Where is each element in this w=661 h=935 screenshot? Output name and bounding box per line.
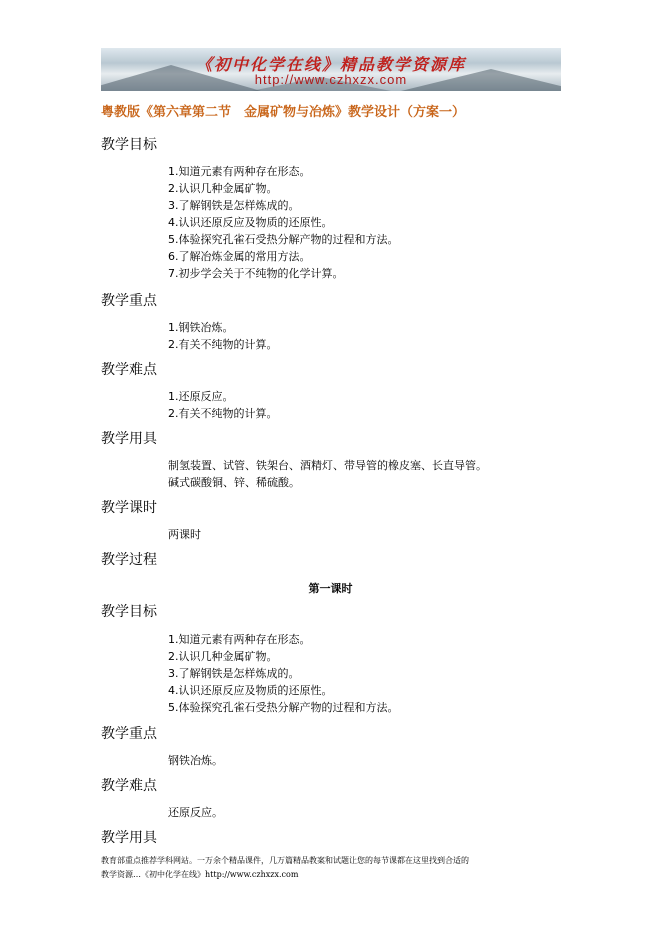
banner-title: 《初中化学在线》精品教学资源库 [195, 55, 466, 74]
footer-line: 教育部重点推荐学科网站。一万余个精品课件，几万篇精品教案和试题让您的每节课都在这里找到合适的 [101, 856, 469, 865]
lesson-heading-goals: 教学目标 [101, 604, 157, 620]
section-heading-process: 教学过程 [101, 552, 157, 568]
lesson-heading-materials: 教学用具 [101, 830, 157, 846]
goal-item: 5.体验探究孔雀石受热分解产物的过程和方法。 [168, 233, 399, 246]
document-title: 粤教版《第六章第二节 金属矿物与冶炼》教学设计（方案一） [101, 105, 466, 120]
goal-item: 7.初步学会关于不纯物的化学计算。 [168, 267, 344, 280]
section-heading-difficulty: 教学难点 [101, 362, 157, 378]
lesson-heading-focus: 教学重点 [101, 726, 157, 742]
lesson-heading-difficulty: 教学难点 [101, 778, 157, 794]
lesson-goal-item: 5.体验探究孔雀石受热分解产物的过程和方法。 [168, 701, 399, 714]
difficulty-item: 1.还原反应。 [168, 390, 234, 403]
lesson-difficulty-item: 还原反应。 [168, 806, 223, 819]
lesson-heading: 第一课时 [308, 582, 353, 595]
banner-url-link[interactable]: http://www.czhxzx.com [254, 72, 408, 87]
goal-item: 3.了解钢铁是怎样炼成的。 [168, 199, 300, 212]
goal-item: 6.了解冶炼金属的常用方法。 [168, 250, 311, 263]
footer-line: 教学资源…《初中化学在线》http://www.czhxzx.com [101, 870, 299, 879]
materials-item: 碱式碳酸铜、锌、稀硫酸。 [168, 476, 300, 489]
focus-item: 2.有关不纯物的计算。 [168, 338, 278, 351]
section-heading-periods: 教学课时 [101, 500, 157, 516]
section-heading-materials: 教学用具 [101, 431, 157, 447]
lesson-goal-item: 3.了解钢铁是怎样炼成的。 [168, 667, 300, 680]
lesson-goal-item: 2.认识几种金属矿物。 [168, 650, 278, 663]
periods-item: 两课时 [168, 528, 201, 541]
lesson-goal-item: 4.认识还原反应及物质的还原性。 [168, 684, 333, 697]
goal-item: 1.知道元素有两种存在形态。 [168, 165, 311, 178]
lesson-focus-item: 钢铁冶炼。 [168, 754, 223, 767]
goal-item: 2.认识几种金属矿物。 [168, 182, 278, 195]
difficulty-item: 2.有关不纯物的计算。 [168, 407, 278, 420]
section-heading-goals: 教学目标 [101, 137, 157, 153]
section-heading-focus: 教学重点 [101, 293, 157, 309]
goal-item: 4.认识还原反应及物质的还原性。 [168, 216, 333, 229]
lesson-goal-item: 1.知道元素有两种存在形态。 [168, 633, 311, 646]
materials-item: 制氢装置、试管、铁架台、酒精灯、带导管的橡皮塞、长直导管。 [168, 459, 487, 472]
site-banner [101, 48, 561, 91]
focus-item: 1.钢铁冶炼。 [168, 321, 234, 334]
